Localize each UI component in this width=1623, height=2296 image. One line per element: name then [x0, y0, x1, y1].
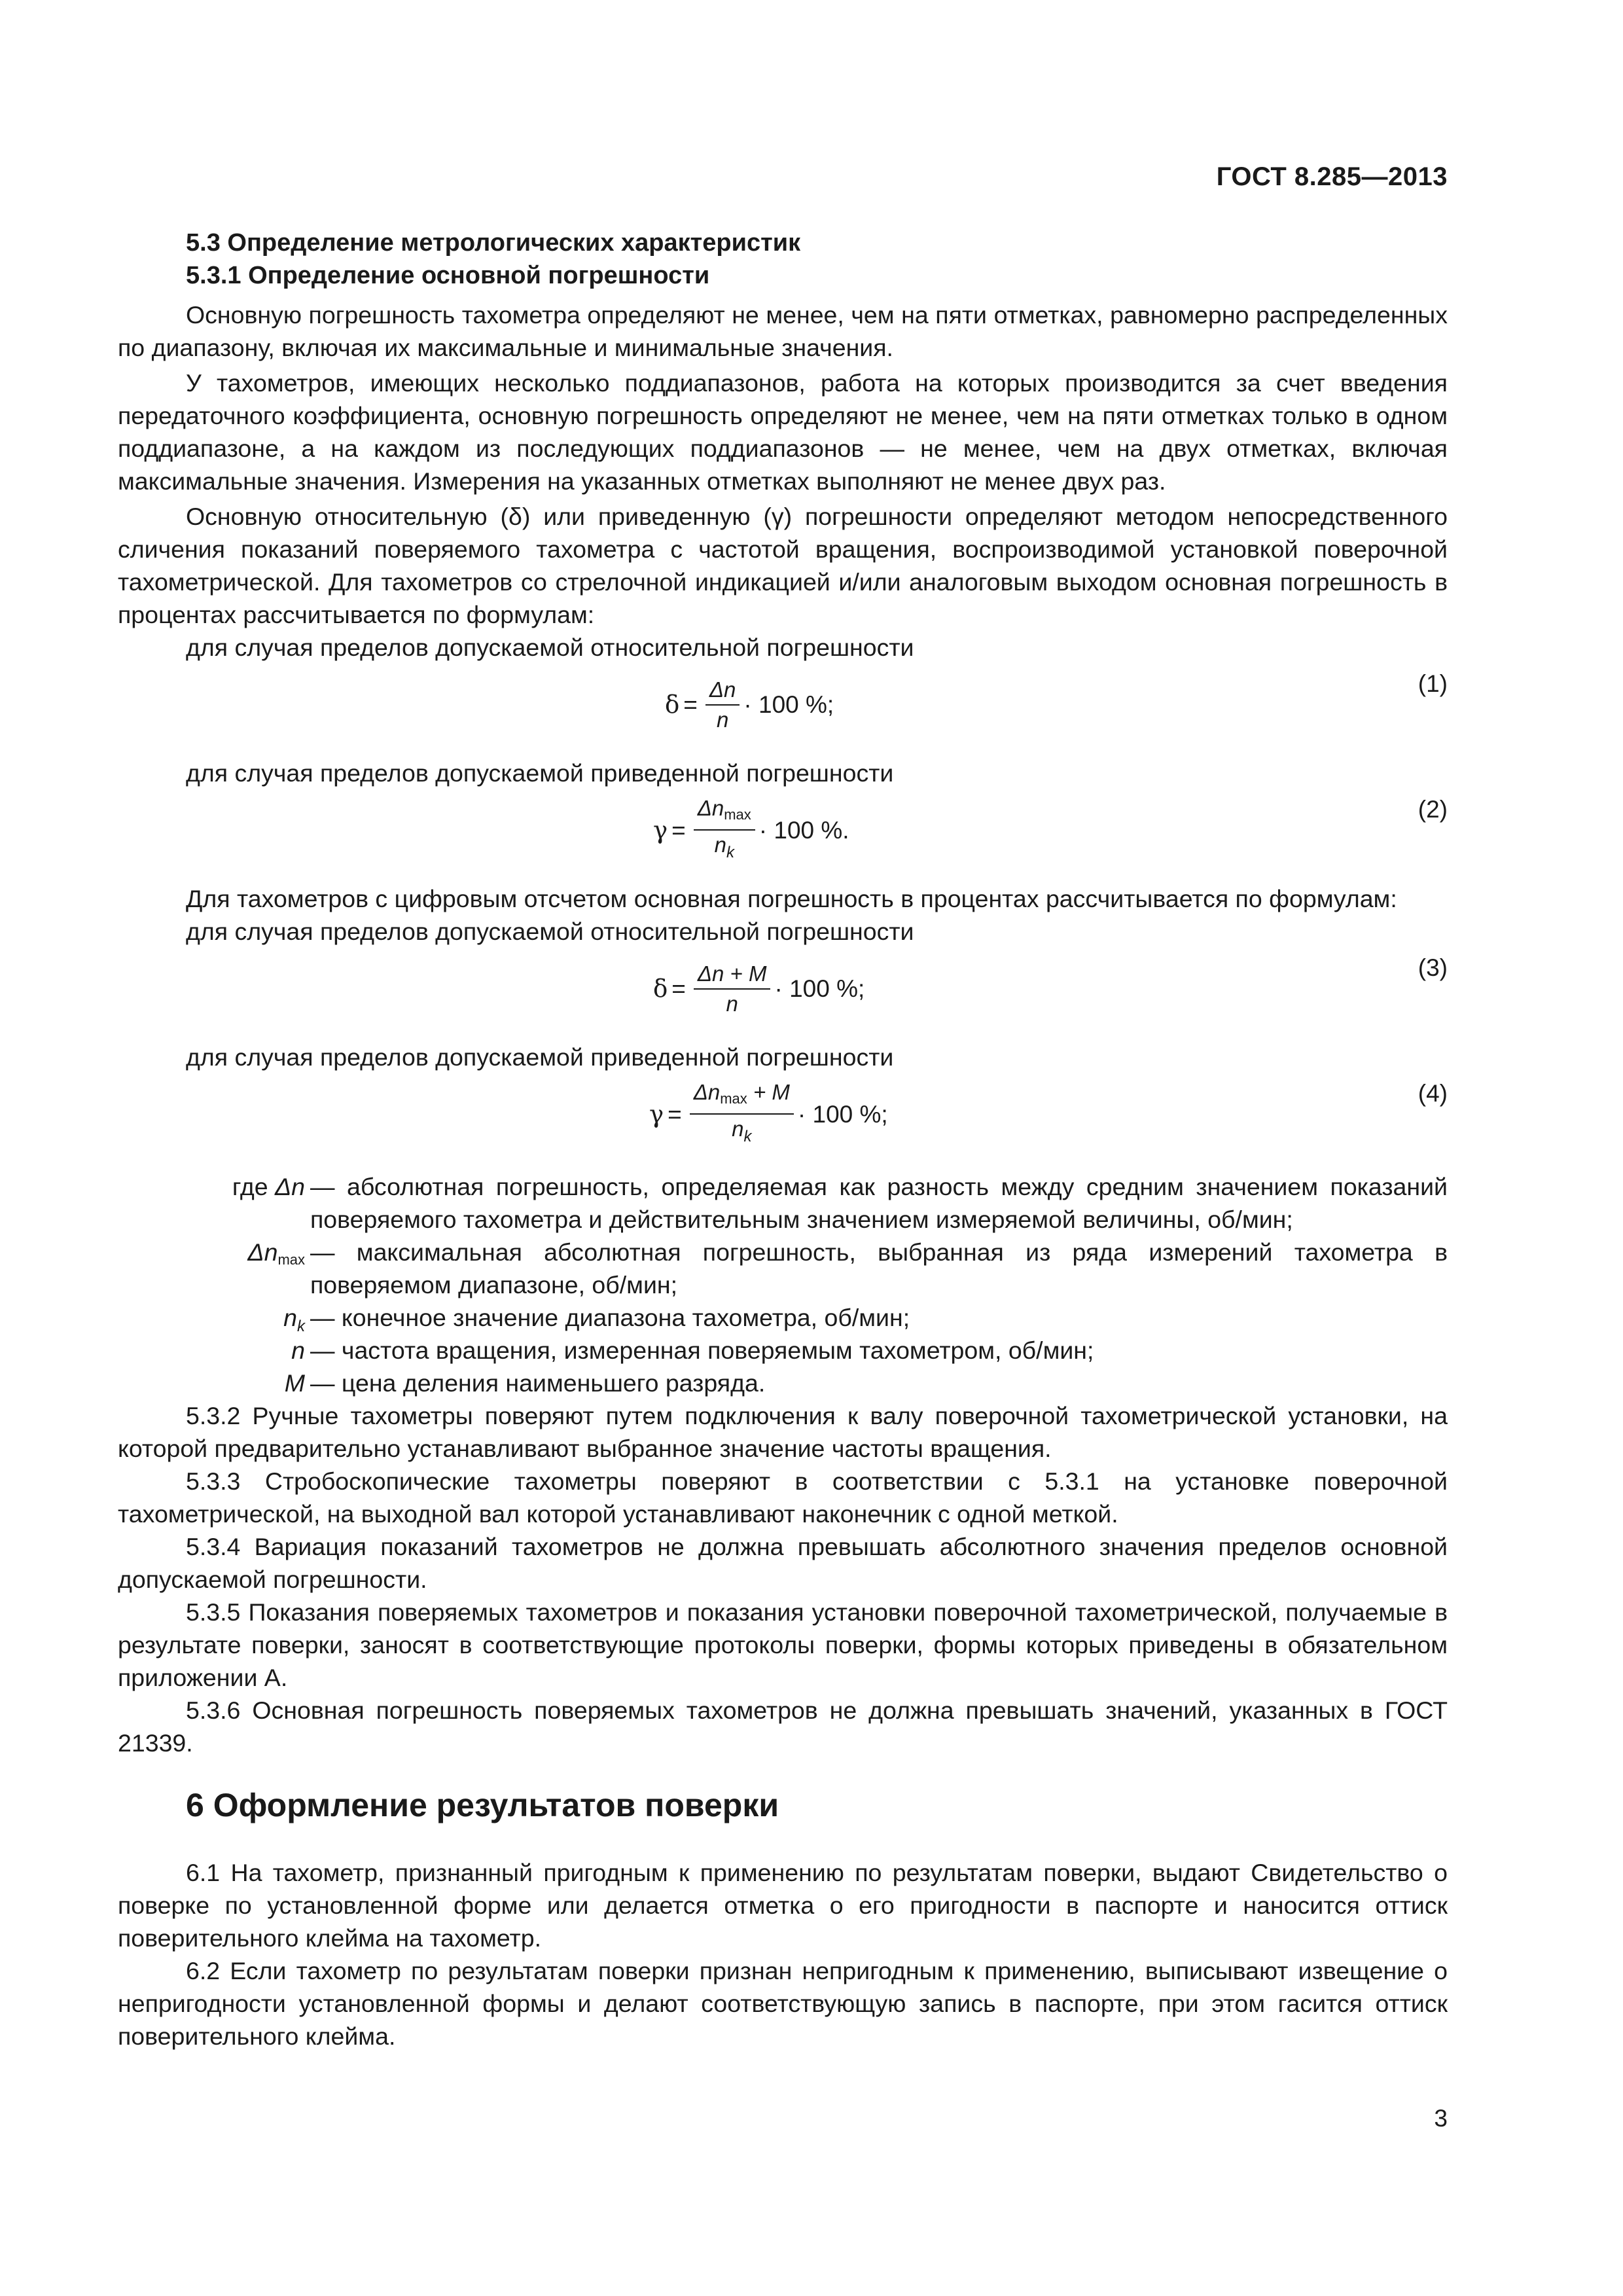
formula-equals: =: [671, 975, 686, 1002]
definition-term: $\Delta n_{max}$: [247, 1238, 305, 1268]
heading-5-3-1: 5.3.1 Определение основной погрешности: [186, 262, 710, 289]
formula-tail: · 100 %;: [774, 975, 865, 1002]
formula-lhs: δ: [653, 975, 668, 1003]
definition-term: $n_k$: [283, 1304, 305, 1335]
clause-5-3-3: 5.3.3 Стробоскопические тахометры поверяют в соответствии с 5.3.1 на установке поверочной тахометрической, на выходной вал которой устанавливают наконечник с одной меткой.: [118, 1467, 1448, 1528]
clause-5-3-5: 5.3.5 Показания поверяемых тахометров и показания установки поверочной тахометрической, получаемые в результате поверки, заносят в соответствующие протоколы поверки, формы которых приведены в обязательном приложении А.: [118, 1598, 1448, 1691]
formula-denominator: n: [732, 1117, 744, 1141]
clause-5-3-4: 5.3.4 Вариация показаний тахометров не должна превышать абсолютного значения пределов основной допускаемой погрешности.: [118, 1533, 1448, 1593]
definition-term: n: [291, 1336, 305, 1364]
formula-lhs: γ: [653, 816, 668, 844]
definition-text: — максимальная абсолютная погрешность, выбранная из ряда измерений тахометра в поверяемом диапазоне, об/мин;: [310, 1238, 1448, 1299]
paragraph: У тахометров, имеющих несколько поддиапазонов, работа на которых производится за счет введения передаточного коэффициента, основную погрешность определяют не менее, чем на пяти отметках только в одном поддиапазоне, а на каждом из последующих поддиапазонов — не менее, чем на двух отметках, включая максимальные значения. Измерения на указанных отметках выполняют не менее двух раз.: [118, 369, 1448, 495]
definition-text: — абсолютная погрешность, определяемая как разность между средним значением показаний поверяемого тахометра и действительным значением измеряемой величины, об/мин;: [310, 1173, 1448, 1233]
formula-3: [118, 952, 1448, 1031]
formula-intro: для случая пределов допускаемой приведенной погрешности: [186, 759, 894, 787]
formula-intro: для случая пределов допускаемой приведенной погрешности: [186, 1043, 894, 1071]
definition-item: [118, 1334, 1448, 1367]
definition-item: [118, 1367, 1448, 1399]
formula-equals: =: [668, 1101, 682, 1128]
formula-tail: · 100 %;: [797, 1101, 888, 1128]
formula-denominator: n: [714, 833, 726, 857]
formula-tail: · 100 %;: [743, 691, 834, 718]
formula-number: (3): [1418, 954, 1448, 981]
document-body: [118, 226, 1448, 2053]
definition-item: [118, 1170, 1448, 1236]
formula-numerator: Δn: [709, 677, 736, 702]
formula-fraction: [694, 961, 771, 1017]
formula-numerator: Δn: [693, 1080, 721, 1104]
formula-fraction: [690, 1079, 794, 1150]
clause-5-3-2: 5.3.2 Ручные тахометры поверяют путем подключения к валу поверочной тахометрической установки, на которой предварительно устанавливают выбранное значение частоты вращения.: [118, 1402, 1448, 1462]
formula-equals: =: [671, 817, 686, 844]
formula-intro: для случая пределов допускаемой относительной погрешности: [186, 918, 914, 945]
formula-numerator: Δn: [697, 796, 724, 820]
paragraph: Для тахометров с цифровым отсчетом основная погрешность в процентах рассчитывается по формулам:: [186, 885, 1397, 912]
definition-item: [118, 1236, 1448, 1301]
formula-number: (2): [1418, 796, 1448, 823]
clause-6-2: 6.2 Если тахометр по результатам поверки признан непригодным к применению, выписывают извещение о непригодности установленной формы и делают соответствующую запись в паспорте, при этом гасится оттиск поверительного клейма.: [118, 1957, 1448, 2050]
paragraph: Основную погрешность тахометра определяют не менее, чем на пяти отметках, равномерно распределенных по диапазону, включая их максимальные и минимальные значения.: [118, 301, 1448, 361]
formula-fraction: [694, 795, 755, 866]
formula-number: (1): [1418, 670, 1448, 697]
formula-denominator: n: [726, 992, 738, 1016]
formula-denominator: n: [716, 708, 729, 732]
formula-numerator-subscript: max: [720, 1090, 747, 1107]
definition-item: [118, 1301, 1448, 1334]
formula-numerator-rest: + M: [747, 1080, 790, 1104]
formula-denominator-subscript: k: [726, 844, 734, 861]
definition-text: — частота вращения, измеренная поверяемым тахометром, об/мин;: [310, 1336, 1094, 1364]
clause-5-3-6: 5.3.6 Основная погрешность поверяемых тахометров не должна превышать значений, указанных в ГОСТ 21339.: [118, 1696, 1448, 1757]
formula-2: [118, 793, 1448, 873]
document-code: ГОСТ 8.285—2013: [1216, 162, 1448, 191]
formula-4: [118, 1077, 1448, 1157]
formula-lhs: γ: [649, 1100, 664, 1128]
formula-equals: =: [683, 691, 698, 718]
formula-fraction: [705, 677, 740, 733]
variable-definitions: [118, 1170, 1448, 1399]
heading-section-6: 6 Оформление результатов поверки: [186, 1787, 779, 1823]
page-number: 3: [1434, 2105, 1448, 2132]
definition-text: — цена деления наименьшего разряда.: [310, 1369, 766, 1397]
clause-6-1: 6.1 На тахометр, признанный пригодным к применению по результатам поверки, выдают Свидетельство о поверке по установленной форме или делается отметка о его пригодности в паспорте и наносится оттиск поверительного клейма на тахометр.: [118, 1859, 1448, 1952]
formula-numerator: Δn + M: [697, 961, 767, 986]
formula-1: [118, 668, 1448, 747]
formula-lhs: δ: [665, 691, 680, 719]
formula-tail: · 100 %.: [758, 817, 849, 844]
paragraph: Основную относительную (δ) или приведенную (γ) погрешности определяют методом непосредственного сличения показаний поверяемого тахометра с частотой вращения, воспроизводимой установкой поверочной тахометрической. Для тахометров со стрелочной индикацией и/или аналоговым выходом основная погрешность в процентах рассчитывается по формулам:: [118, 503, 1448, 628]
formula-intro: для случая пределов допускаемой относительной погрешности: [186, 634, 914, 661]
heading-5-3: 5.3 Определение метрологических характеристик: [186, 229, 801, 257]
definition-text: — конечное значение диапазона тахометра, об/мин;: [310, 1304, 910, 1331]
formula-numerator-subscript: max: [724, 806, 751, 823]
definition-term: где Δn: [232, 1173, 305, 1200]
formula-denominator-subscript: k: [743, 1128, 752, 1145]
formula-number: (4): [1418, 1080, 1448, 1107]
definition-term: M: [284, 1369, 305, 1397]
